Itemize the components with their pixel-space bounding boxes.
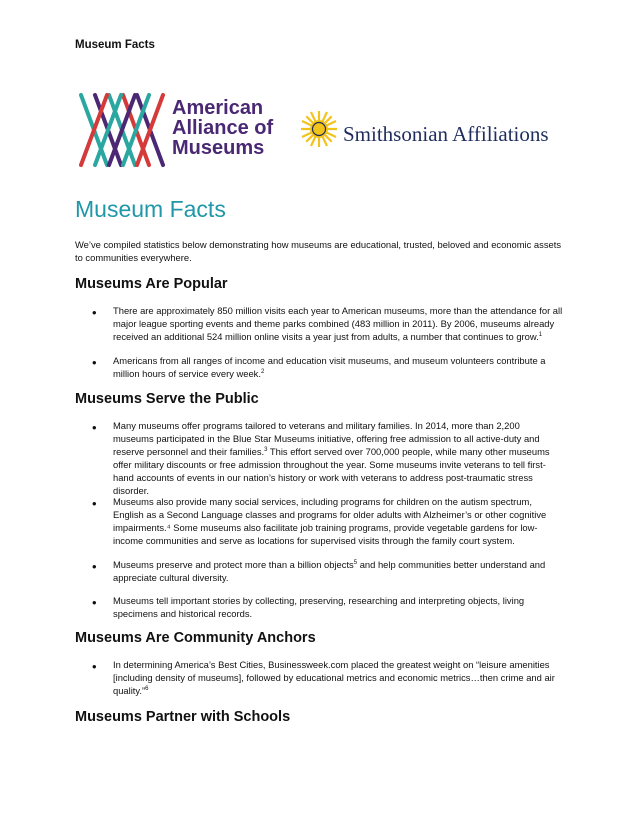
aam-logo-mark — [75, 85, 167, 173]
smithsonian-sun-icon — [300, 110, 338, 148]
aam-wordmark-line: Alliance of — [172, 117, 274, 139]
bullet-icon: • — [92, 659, 97, 674]
bullet-icon: • — [92, 496, 97, 511]
section-heading: Museums Are Community Anchors — [75, 630, 316, 646]
footnote-ref: 6 — [145, 685, 149, 692]
section-heading: Museums Are Popular — [75, 276, 228, 292]
section-heading: Museums Serve the Public — [75, 391, 259, 407]
bullet-text: Many museums offer programs tailored to veterans and military families. In 2014, more than 2,200 museums participated in the Blue Star Museums initiative, offering free admission to all active-duty and reserve personnel and their families. — [113, 420, 540, 457]
footnote-ref: 5 — [353, 559, 358, 566]
bullet-text: This effort served over 700,000 people, while many other museums offer military discounts or free admission throughout the year. Some museums invite veterans to tell first-hand accounts of events in our nation’s history or work with veterans to address post-traumatic stress disorder. — [113, 446, 550, 496]
bullet-icon: • — [92, 559, 97, 574]
bullet-text: and help communities better understand and appreciate cultural diversity. — [113, 559, 546, 583]
bullet-text: There are approximately 850 million visits each year to American museums, more than the attendance for all major league sporting events and theme parks combined (483 million in 2011). By 2006, museums already received an additional 524 million online visits a year just from adults, a number that continues to grow. — [113, 305, 563, 342]
section-heading: Museums Partner with Schools — [75, 709, 291, 725]
page-title: Museum Facts — [75, 196, 226, 222]
bullet-icon: • — [92, 420, 97, 435]
bullet-icon: • — [92, 305, 97, 320]
bullet-text: In determining America’s Best Cities, Businessweek.com placed the greatest weight on “leisure amenities [including density of museums], followed by educational metrics and economic metrics…then crime and air quality.” — [113, 659, 555, 696]
bullet-icon: • — [92, 595, 97, 610]
footnote-ref: 3 — [264, 446, 268, 453]
bullet-text: Museums also provide many social services, including programs for children on the autism spectrum, English as a Second Language classes and programs for older adults with Alzheimer’s or other cognitive impairments.⁴ Some museums also facilitate job training programs, provide vegetable gardens for low-income communities and serve as locations for supervised visits through the family court system. — [113, 496, 547, 546]
aam-logo-wordmark — [172, 98, 273, 158]
bullet-icon: • — [92, 355, 97, 370]
bullet-text: Museums preserve and protect more than a billion objects — [113, 559, 354, 570]
footnote-ref: 1 — [538, 331, 543, 338]
bullet-text: Museums tell important stories by collecting, preserving, researching and interpreting objects, living specimens and historical records. — [113, 595, 525, 619]
intro-paragraph: We’ve compiled statistics below demonstrating how museums are educational, trusted, beloved and economic assets to communities everywhere. — [75, 239, 562, 263]
aam-wordmark-line: Museums — [172, 137, 265, 159]
bullet-text: Americans from all ranges of income and education visit museums, and museum volunteers contribute a million hours of service every week. — [113, 355, 546, 379]
aam-wordmark-line: American — [172, 97, 264, 119]
smithsonian-wordmark: Smithsonian Affiliations — [343, 122, 549, 146]
logos-row — [75, 80, 565, 175]
footnote-ref: 2 — [260, 368, 265, 375]
running-header-title: Museum Facts — [75, 39, 155, 51]
